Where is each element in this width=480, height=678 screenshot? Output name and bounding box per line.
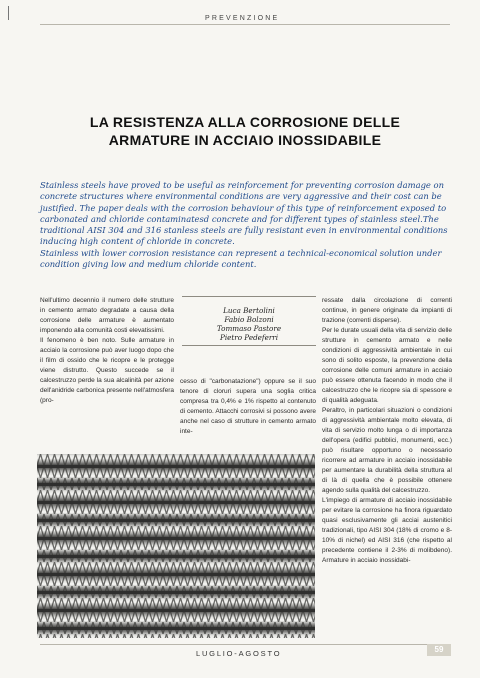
body-column-3 <box>322 296 452 566</box>
rebar-ribs <box>37 594 315 609</box>
article-title <box>40 113 450 149</box>
rebar-ribs <box>37 558 315 573</box>
rebar-ribs <box>37 468 315 483</box>
section-label: PREVENZIONE <box>205 15 280 22</box>
header-rule <box>40 24 450 25</box>
rebar-ribs <box>37 486 315 501</box>
title-line-2: ARMATURE IN ACCIAIO INOSSIDABILE <box>108 132 382 148</box>
column1-paragraph-2: Il fenomeno è ben noto. Sulle armature in acciaio la corrosione può aver luogo dopo che il film di ossido che le ricopre e le protegge viene distrutto. Questo succede se il calcestruzzo perde la sua alcalinità per azione dell'anidride carbonica presente nell'atmosfera (pro- <box>40 337 174 404</box>
author-4: Pietro Pedeferri <box>219 333 279 342</box>
body-column-2 <box>180 377 316 437</box>
abstract-paragraph-1: Stainless steels have proved to be useful as reinforcement for preventing corrosion damage on concrete structures where environmental conditions are very aggressive and their cost can be justified. The paper deals with the corrosion behaviour of this type of reinforcement exposed to carbonated and chloride contaminatesd concrete and for different types of stainless steel.The traditional AISI 304 and 316 stanless steels are fully resistant even in environmental conditions inducing high content of chloride in concrete. <box>40 180 448 247</box>
column3-paragraph-1: ressate dalla circolazione di correnti continue, in genere originate da impianti di trazione (correnti disperse). <box>322 297 452 324</box>
author-3: Tommaso Pastore <box>216 324 282 333</box>
rebar-ribs <box>37 576 315 591</box>
rebar-ribs <box>37 612 315 627</box>
column3-paragraph-2: Per le durate usuali della vita di servizio delle strutture in cemento armato e nelle condizioni di aggressività ambientale in cui sono di solito esposte, la prevenzione della corrosione delle comuni armature in acciaio può essere ottenuta facendo in modo che il calcestruzzo che le ricopre sia di spessore e di qualità adeguata. <box>322 327 452 404</box>
column3-paragraph-4: L'impiego di armature di acciaio inossidabile per evitare la corrosione ha finora riguardato quasi esclusivamente gli acciai austenitici tradizionali, tipo AISI 304 (18% di cromo e 8-10% di nichel) ed AISI 316 (che rispetto al precedente contiene il 2-3% di molibdeno). Armature in acciaio inossidabi- <box>322 497 452 564</box>
rebar-ribs <box>37 540 315 555</box>
rebar-ribs <box>37 504 315 519</box>
margin-mark <box>8 6 9 20</box>
column1-paragraph-1: Nell'ultimo decennio il numero delle strutture in cemento armato degradate a causa della corrosione delle armature è aumentato imponendo alla comunità costi elevatissimi. <box>40 297 174 334</box>
title-line-1: LA RESISTENZA ALLA CORROSIONE DELLE <box>89 114 401 130</box>
issue-label: LUGLIO-AGOSTO <box>196 649 282 658</box>
author-1: Luca Bertolini <box>223 306 275 315</box>
footer-rule <box>40 644 450 645</box>
page-number: 59 <box>427 644 451 656</box>
column3-paragraph-3: Peraltro, in particolari situazioni o condizioni di aggressività ambientale molto elevata, di vita di servizio molto lunga o di importanza dell'opera (edifici pubblici, monumenti, ecc.) può risultare opportuno o necessario ricorrere ad armature in acciaio inossidabile per aumentare la durabilità della struttura al di là di quella che è possibile ottenere agendo sulla qualità del calcestruzzo. <box>322 407 452 494</box>
rebar-photo <box>37 454 315 638</box>
rebar-ribs <box>37 630 315 638</box>
column2-paragraph-1: cesso di "carbonatazione") oppure se il suo tenore di cloruri supera una soglia critica compresa tra 0,4% e 1% rispetto al contenuto di cemento. Attacchi corrosivi si possono avere anche nel caso di strutture in cemento armato inte- <box>180 378 316 435</box>
author-2: Fabio Bolzoni <box>224 315 274 324</box>
rebar-ribs <box>37 522 315 537</box>
english-abstract <box>40 180 450 270</box>
rebar-ribs <box>37 454 315 465</box>
body-column-1 <box>40 296 174 406</box>
author-list <box>182 296 316 346</box>
abstract-paragraph-2: Stainless with lower corrosion resistance can represent a technical-economical solution under condition giving low and medium chloride content. <box>40 247 442 270</box>
